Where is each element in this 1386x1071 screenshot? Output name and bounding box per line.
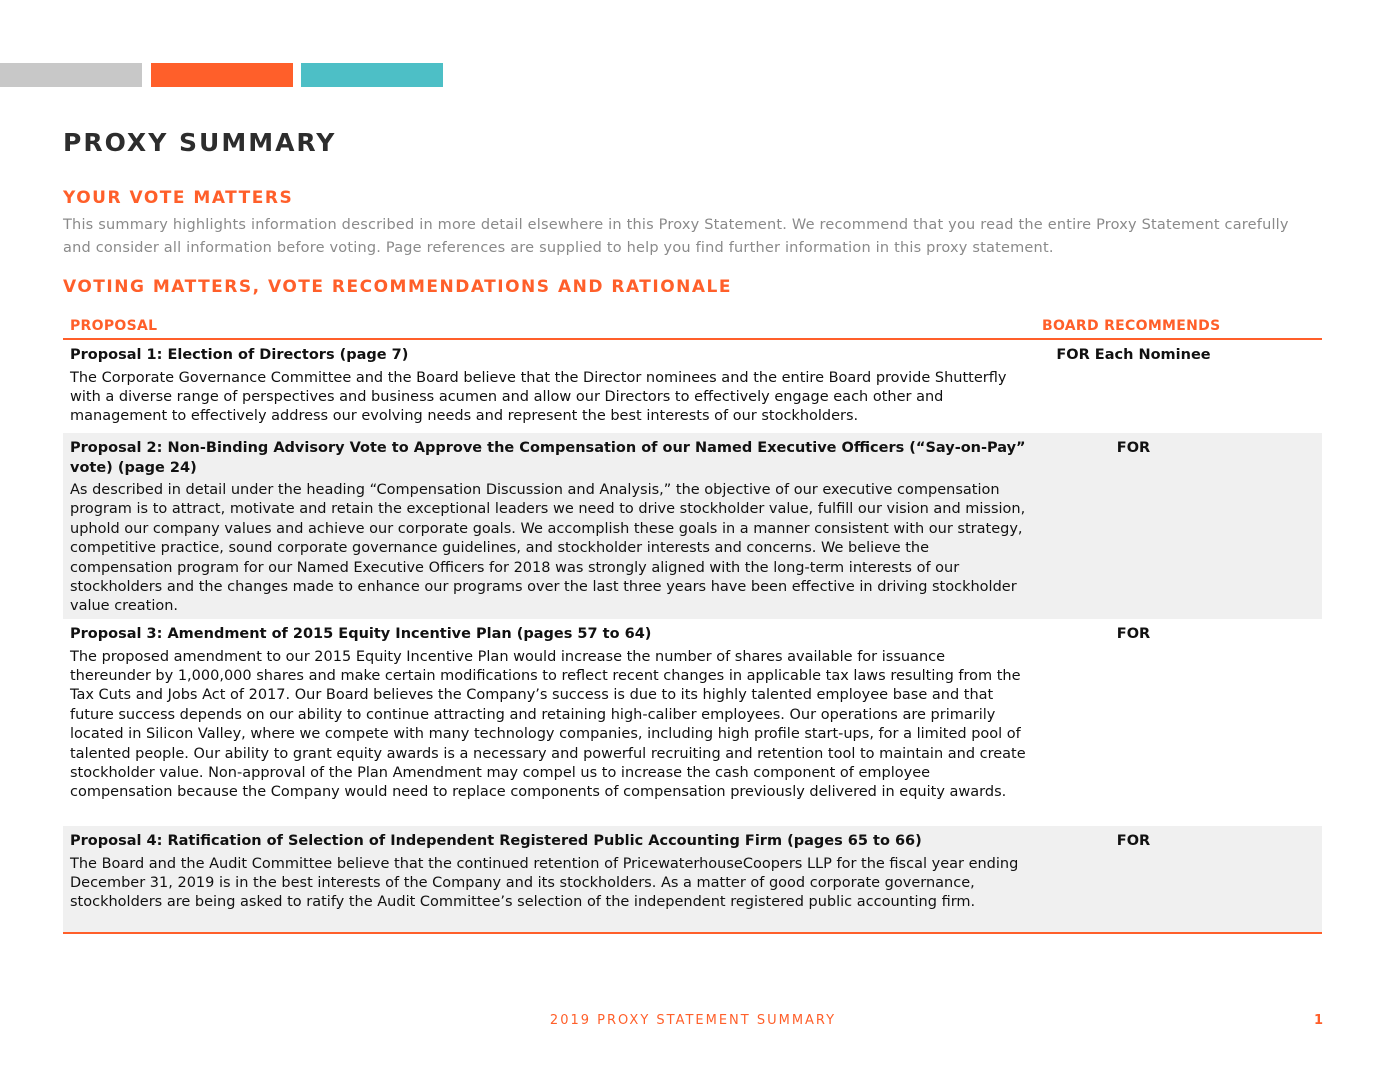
proposal-title: Proposal 2: Non-Binding Advisory Vote to Approve the Compensation of our Named Executive Officers (“Say-on-Pay” vote) (page 24) [70,440,1026,476]
table-row [63,826,1322,934]
proposal-description: The Corporate Governance Committee and the Board believe that the Director nominees and the entire Board provide Shutterfly with a diverse range of perspectives and business acumen and allow our Directors to effectively engage each other and management to effectively address our evolving needs and represent the best interests of our stockholders. [70,369,1007,425]
page-number: 1 [1313,1013,1323,1028]
table-row [63,619,1322,826]
table-row [63,433,1322,619]
proposal-title: Proposal 1: Election of Directors (page 7) [70,347,409,363]
proposal-title: Proposal 3: Amendment of 2015 Equity Incentive Plan (pages 57 to 64) [70,626,652,642]
board-recommendation: FOR [1116,440,1151,456]
table-header [63,314,1322,340]
decorative-bar-gray [0,63,142,87]
proposal-title: Proposal 4: Ratification of Selection of Independent Registered Public Accounting Firm (pages 65 to 66) [70,833,922,849]
proposal-column-header: PROPOSAL [70,318,158,334]
your-vote-matters-heading: YOUR VOTE MATTERS [63,188,294,208]
proposal-description: As described in detail under the heading “Compensation Discussion and Analysis,” the objective of our executive compensation program is to attract, motivate and retain the exceptional leaders we need to drive stockholder value, fulfill our vision and mission, uphold our company values and achieve our corporate goals. We accomplish these goals in a manner consistent with our strategy, competitive practice, sound corporate governance guidelines, and stockholder interests and concerns. We believe the compensation program for our Named Executive Officers for 2018 was strongly aligned with the long-term interests of our stockholders and the changes made to enhance our programs over the last three years have been effective in driving stockholder value creation. [70,482,1026,615]
board-recommends-column-header: BOARD RECOMMENDS [1042,318,1221,334]
proposal-description: The Board and the Audit Committee believe that the continued retention of PricewaterhouseCoopers LLP for the fiscal year ending December 31, 2019 is in the best interests of the Company and its stockholders. As a matter of good corporate governance, stockholders are being asked to ratify the Audit Committee’s selection of the independent registered public accounting firm. [70,855,1019,911]
page-title: PROXY SUMMARY [63,128,337,157]
proposal-table [63,314,1322,934]
board-recommendation: FOR [1116,626,1151,642]
decorative-bar-teal [301,63,443,87]
voting-matters-heading: VOTING MATTERS, VOTE RECOMMENDATIONS AND RATIONALE [63,277,732,297]
proposal-description: The proposed amendment to our 2015 Equity Incentive Plan would increase the number of shares available for issuance thereunder by 1,000,000 shares and make certain modifications to reflect recent changes in applicable tax laws resulting from the Tax Cuts and Jobs Act of 2017. Our Board believes the Company’s success is due to its highly talented employee base and that future success depends on our ability to continue attracting and retaining high-caliber employees. Our operations are primarily located in Silicon Valley, where we compete with many technology companies, including high profile start-ups, for a limited pool of talented people. Our ability to grant equity awards is a necessary and powerful recruiting and retention tool to maintain and create stockholder value. Non-approval of the Plan Amendment may compel us to increase the cash component of employee compensation because the Company would need to replace components of compensation previously delivered in equity awards. [70,648,1026,801]
decorative-bar-orange [151,63,293,87]
footer-title: 2019 PROXY STATEMENT SUMMARY [549,1013,837,1028]
table-row [63,340,1322,433]
board-recommendation: FOR Each Nominee [1056,347,1211,363]
board-recommendation: FOR [1116,833,1151,849]
intro-paragraph: This summary highlights information described in more detail elsewhere in this Proxy Statement. We recommend that you read the entire Proxy Statement carefully and consider all information before voting. Page references are supplied to help you find further information in this proxy statement. [63,217,1289,256]
